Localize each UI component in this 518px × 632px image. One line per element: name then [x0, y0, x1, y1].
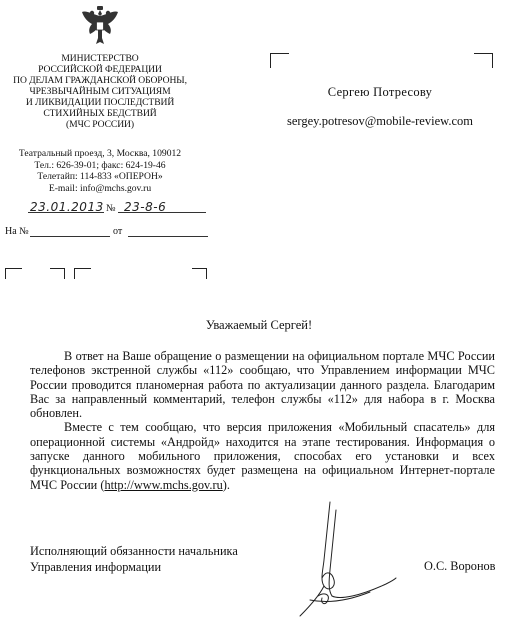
signatory-title	[30, 543, 238, 575]
corner-mark	[474, 53, 493, 68]
paragraph-2-text: Вместе с тем сообщаю, что версия приложения «Мобильный спасатель» для операционной системы «Андройд» находится на этапе тестирования. Информация о запуске данного мобильного приложения, способах его установки и всех функциональных возможностях будет размещена на официальном Интернет-портале МЧС России (	[30, 420, 495, 492]
sender-phone: Тел.: 626-39-01; факс: 624-19-46	[34, 159, 166, 171]
paragraph-2-end: ).	[222, 477, 230, 492]
handwritten-signature	[290, 500, 400, 620]
recipient-email: sergey.potresov@mobile-review.com	[287, 114, 473, 128]
corner-mark	[5, 268, 22, 279]
ministry-line: ПО ДЕЛАМ ГРАЖДАНСКОЙ ОБОРОНЫ,	[13, 75, 187, 86]
registration-number-label: №	[106, 203, 116, 214]
recipient-name: Сергею Потресову	[327, 85, 433, 99]
ministry-line: (МЧС РОССИИ)	[66, 119, 134, 130]
signatory-title-line: Управления информации	[30, 560, 162, 574]
portal-link[interactable]: http://www.mchs.gov.ru	[104, 477, 223, 492]
corner-mark	[74, 268, 91, 279]
signatory-title-line: Исполняющий обязанности начальника	[30, 544, 238, 558]
corner-mark	[50, 268, 65, 279]
greeting: Уважаемый Сергей!	[205, 318, 313, 332]
paragraph-2	[30, 420, 495, 491]
registration-date: 23.01.2013	[30, 200, 104, 214]
reference-from-label: от	[113, 226, 123, 237]
ministry-line: И ЛИКВИДАЦИИ ПОСЛЕДСТВИЙ	[25, 97, 175, 108]
paragraph-1: В ответ на Ваше обращение о размещении на официальном портале МЧС России телефонов экстренной службы «112» сообщаю, что Управлением информации МЧС России проводится планомерная работа по актуализации данного раздела. Благодарим Вас за направленный комментарий, телефон службы «112» для набора в г. Москва обновлен.	[30, 349, 495, 421]
corner-mark	[192, 268, 207, 279]
sender-teletype: Телетайп: 114-833 «ОПЕРОН»	[37, 171, 163, 182]
signatory-name: О.С. Воронов	[424, 559, 496, 573]
registration-number: 23-8-6	[124, 200, 167, 214]
ministry-line: МИНИСТЕРСТВО	[61, 53, 139, 64]
corner-mark	[270, 53, 289, 68]
reference-number-label: На №	[5, 226, 29, 237]
ministry-line: РОССИЙСКОЙ ФЕДЕРАЦИИ	[38, 64, 162, 75]
ministry-line: ЧРЕЗВЫЧАЙНЫМ СИТУАЦИЯМ	[29, 86, 171, 97]
sender-email: E-mail: info@mchs.gov.ru	[48, 182, 152, 194]
letter-body	[30, 349, 495, 492]
sender-address: Театральный проезд, 3, Москва, 109012	[18, 148, 182, 159]
ministry-line: СТИХИЙНЫХ БЕДСТВИЙ	[43, 108, 157, 119]
